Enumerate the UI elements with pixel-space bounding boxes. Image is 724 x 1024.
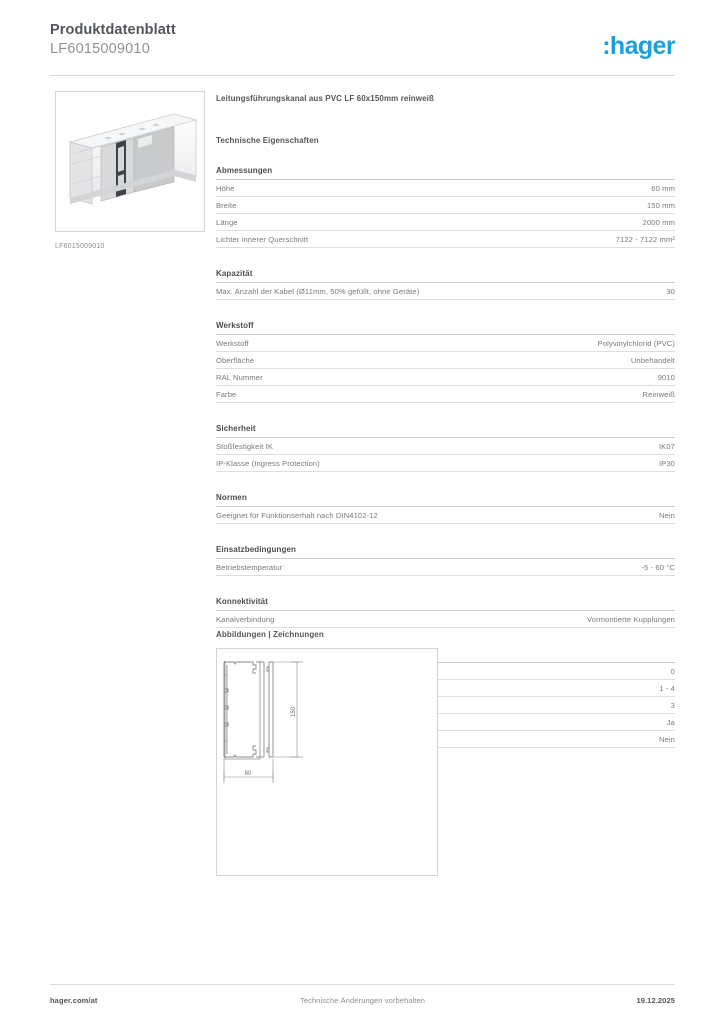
- spec-value: Nein: [658, 510, 675, 520]
- spec-row: [216, 197, 675, 214]
- spec-group-title: Abmessungen: [216, 166, 675, 180]
- spec-value: 1 - 4: [659, 683, 675, 693]
- technical-drawing: [216, 648, 438, 876]
- spec-value: Reinweiß: [642, 389, 675, 399]
- spec-label: Geeignet für Funktionserhalt nach DIN4102-12: [216, 510, 378, 520]
- spec-group: [216, 424, 675, 472]
- spec-label: Betriebstemperatur: [216, 562, 283, 572]
- spec-value: Vormontierte Kupplungen: [587, 614, 675, 624]
- spec-label: Farbe: [216, 389, 237, 399]
- drawings-title: Abbildungen | Zeichnungen: [216, 630, 324, 639]
- spec-group: [216, 269, 675, 300]
- product-headline: Leitungsführungskanal aus PVC LF 60x150mm reinweiß: [216, 94, 434, 103]
- spec-value: 150 mm: [646, 200, 675, 210]
- spec-label: Lichter innerer Querschnitt: [216, 234, 309, 244]
- spec-value: 7122 - 7122 mm²: [615, 234, 675, 244]
- spec-label: Kanalverbindung: [216, 614, 275, 624]
- spec-row: [216, 507, 675, 524]
- spec-value: Polyvinylchlorid (PVC): [597, 338, 675, 348]
- spec-group: [216, 321, 675, 403]
- dimension-height-label: 150: [291, 706, 297, 718]
- spec-label: Max. Anzahl der Kabel (Ø11mm, 50% gefüllt, ohne Geräte): [216, 286, 420, 296]
- spec-label: Höhe: [216, 183, 235, 193]
- spec-row: [216, 180, 675, 197]
- spec-label: IP-Klasse (Ingress Protection): [216, 458, 320, 468]
- spec-group-title: Normen: [216, 493, 675, 507]
- dimension-width-label: 60: [244, 771, 252, 777]
- spec-value: IK07: [658, 441, 675, 451]
- spec-value: 30: [666, 286, 675, 296]
- footer-divider: [50, 984, 675, 985]
- spec-value: 60 mm: [651, 183, 675, 193]
- spec-group-title: Einsatzbedingungen: [216, 545, 675, 559]
- hager-logo: :hager: [602, 32, 675, 60]
- spec-group-title: Werkstoff: [216, 321, 675, 335]
- spec-row: [216, 231, 675, 248]
- spec-value: 3: [670, 700, 675, 710]
- spec-group: [216, 545, 675, 576]
- spec-row: [216, 352, 675, 369]
- product-photo-illustration: [56, 92, 204, 231]
- spec-row: [216, 438, 675, 455]
- profile-cross-section-drawing: [217, 649, 437, 875]
- product-image-caption: LF6015009010: [55, 243, 105, 250]
- spec-group-title: Konnektivität: [216, 597, 675, 611]
- footer-website[interactable]: hager.com/at: [50, 996, 98, 1005]
- page-title: Produktdatenblatt: [50, 22, 176, 38]
- footer-date: 19.12.2025: [636, 996, 675, 1005]
- spec-label: RAL Nummer: [216, 372, 263, 382]
- spec-group-title: Sicherheit: [216, 424, 675, 438]
- spec-label: Oberfläche: [216, 355, 255, 365]
- spec-row: [216, 283, 675, 300]
- page-footer: [50, 996, 675, 1010]
- spec-group: [216, 493, 675, 524]
- spec-row: [216, 335, 675, 352]
- spec-value: -5 - 60 °C: [641, 562, 675, 572]
- drawings-section: [216, 630, 675, 876]
- spec-label: Länge: [216, 217, 238, 227]
- spec-row: [216, 455, 675, 472]
- spec-group-title: Kapazität: [216, 269, 675, 283]
- spec-label: Stoßfestigkeit IK: [216, 441, 273, 451]
- spec-row: [216, 386, 675, 403]
- spec-value: 0: [670, 666, 675, 676]
- spec-row: [216, 214, 675, 231]
- spec-value: 9010: [657, 372, 675, 382]
- spec-group: [216, 597, 675, 628]
- spec-value: Nein: [658, 734, 675, 744]
- product-reference: LF6015009010: [50, 41, 150, 57]
- spec-value: Unbehandelt: [630, 355, 675, 365]
- footer-disclaimer: Technische Änderungen vorbehalten: [299, 996, 426, 1005]
- page-header: [50, 22, 675, 70]
- spec-row: [216, 559, 675, 576]
- product-image: [55, 91, 205, 232]
- spec-value: Ja: [666, 717, 675, 727]
- spec-label: Werkstoff: [216, 338, 249, 348]
- spec-value: 2000 mm: [642, 217, 675, 227]
- spec-row: [216, 369, 675, 386]
- spec-row: [216, 611, 675, 628]
- spec-group: [216, 166, 675, 248]
- spec-label: Breite: [216, 200, 237, 210]
- spec-value: IP30: [658, 458, 675, 468]
- header-divider: [50, 75, 675, 76]
- technical-properties-title: Technische Eigenschaften: [216, 136, 319, 145]
